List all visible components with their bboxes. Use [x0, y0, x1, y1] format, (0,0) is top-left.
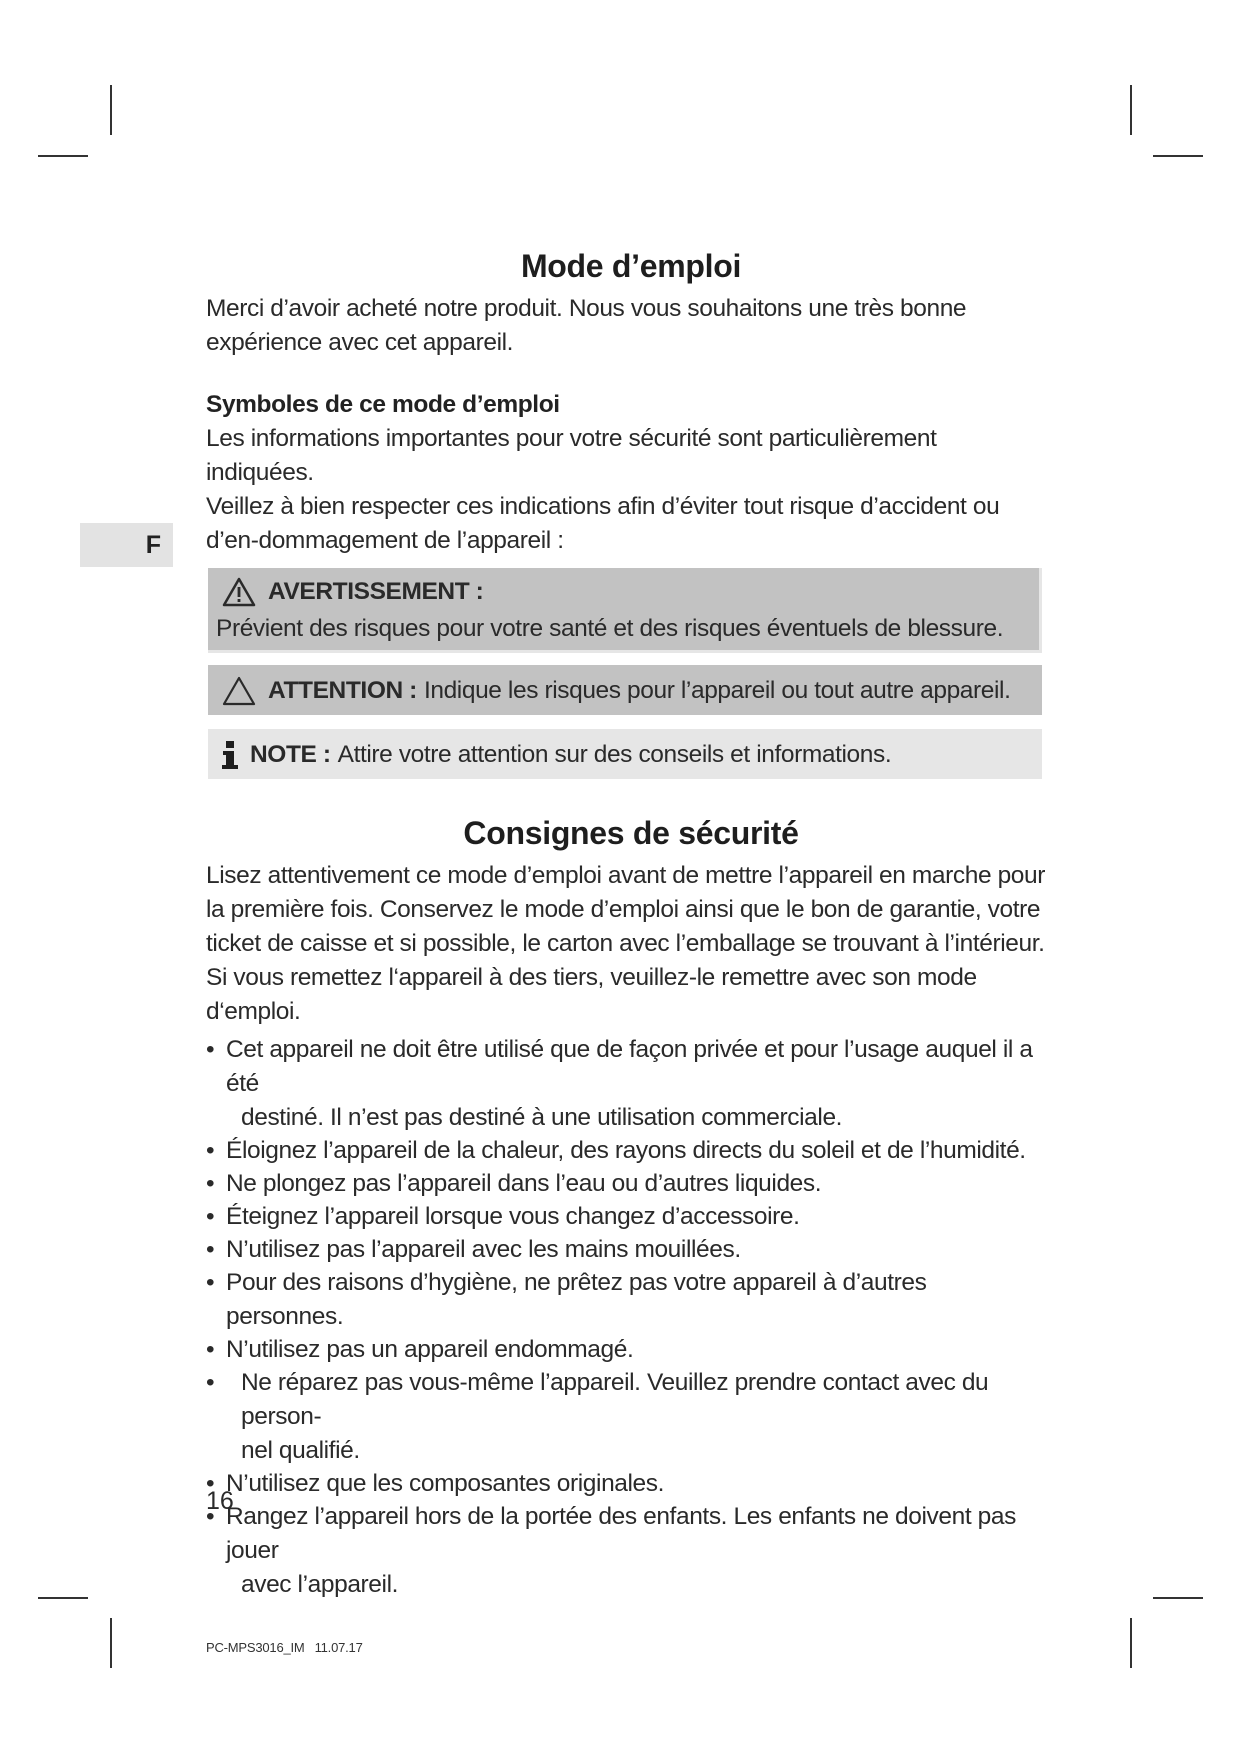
warning-text: Prévient des risques pour votre santé et des risques éventuels de blessure. — [216, 615, 1004, 642]
note-text: Attire votre attention sur des conseils et informations. — [337, 741, 892, 768]
list-item: • Cet appareil ne doit être utilisé que de façon privée et pour l’usage auquel il a été destiné. Il n’est pas destiné à une utilisation commerciale. — [206, 1033, 1046, 1135]
attention-box — [208, 665, 1042, 715]
warning-box — [208, 568, 1042, 653]
list-item: • Pour des raisons d’hygiène, ne prêtez pas votre appareil à d’autres personnes. — [206, 1266, 1046, 1334]
list-item: • Éteignez l’appareil lorsque vous changez d’accessoire. — [206, 1200, 1046, 1234]
note-label: NOTE : — [250, 741, 331, 768]
crop-mark — [1130, 1618, 1132, 1668]
list-item: • N’utilisez que les composantes originales. — [206, 1467, 1046, 1501]
warning-triangle-icon — [222, 577, 256, 607]
doc-date: 11.07.17 — [314, 1640, 363, 1655]
doc-id: PC-MPS3016_IM — [206, 1640, 305, 1655]
list-item: • Ne réparez pas vous-même l’appareil. Veuillez prendre contact avec du person- nel qualifié. — [206, 1366, 1046, 1468]
symbols-heading: Symboles de ce mode d’emploi — [206, 391, 560, 418]
crop-mark — [1130, 85, 1132, 135]
note-box — [208, 729, 1042, 779]
warning-label: AVERTISSEMENT : — [268, 578, 484, 605]
safety-list — [206, 1033, 1046, 1602]
section-title-consignes: Consignes de sécurité — [463, 815, 799, 851]
list-item: • Ne plongez pas l’appareil dans l’eau ou d’autres liquides. — [206, 1167, 1046, 1201]
crop-mark — [110, 85, 112, 135]
symbols-line-1: Les informations importantes pour votre sécurité sont particulièrement indiquées. — [206, 425, 937, 486]
symbols-line-2: Veillez à bien respecter ces indications afin d’éviter tout risque d’accident ou d’en-dommagement de l’appareil : — [206, 493, 1000, 554]
info-icon — [220, 739, 240, 771]
crop-mark — [1153, 1597, 1203, 1599]
page-content — [206, 240, 1046, 1601]
caution-triangle-icon — [222, 676, 256, 706]
page-number: 16 — [206, 1487, 234, 1515]
crop-mark — [38, 1597, 88, 1599]
crop-mark — [1153, 155, 1203, 157]
attention-label: ATTENTION : — [268, 677, 417, 704]
attention-text: Indique les risques pour l’appareil ou tout autre appareil. — [423, 677, 1011, 704]
crop-mark — [38, 155, 88, 157]
crop-mark — [110, 1618, 112, 1668]
safety-intro: Lisez attentivement ce mode d’emploi avant de mettre l’appareil en marche pour la première fois. Conservez le mode d’emploi ainsi que le bon de garantie, votre ticket de caisse et si possible, le carton avec l’emballage se trouvant à l’intérieur. Si vous remettez l‘appareil à des tiers, veuillez-le remettre avec son mode d‘emploi. — [206, 862, 1046, 1025]
section-title-mode-emploi: Mode d’emploi — [520, 248, 742, 284]
language-tab: F — [80, 523, 173, 567]
list-item: • Éloignez l’appareil de la chaleur, des rayons directs du soleil et de l’humidité. — [206, 1134, 1046, 1168]
list-item: • Rangez l’appareil hors de la portée des enfants. Les enfants ne doivent pas jouer avec l’appareil. — [206, 1500, 1046, 1602]
list-item: • N’utilisez pas l’appareil avec les mains mouillées. — [206, 1233, 1046, 1267]
intro-paragraph: Merci d’avoir acheté notre produit. Nous vous souhaitons une très bonne expérience avec cet appareil. — [206, 295, 967, 356]
document-code — [206, 1640, 373, 1655]
list-item: • N’utilisez pas un appareil endommagé. — [206, 1333, 1046, 1367]
